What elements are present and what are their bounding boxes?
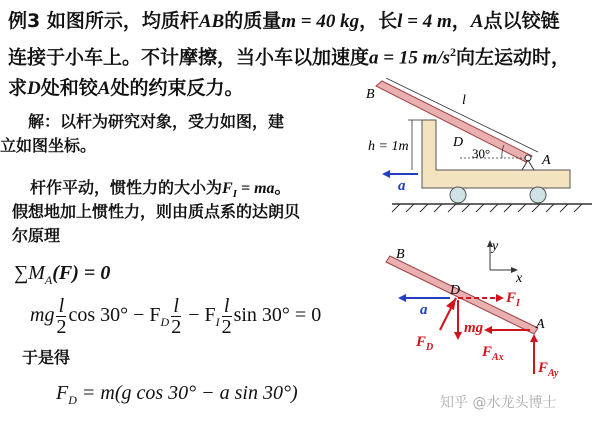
- problem-label: 例3: [8, 10, 41, 32]
- length-label: l: [462, 93, 466, 108]
- solution-text: 杆作平动，惯性力的大小为: [30, 178, 223, 197]
- point-A-label: A: [536, 317, 545, 332]
- point-A-label: A: [542, 153, 551, 168]
- moment-arg: (F) = 0: [52, 262, 111, 284]
- height-label: h = 1m: [368, 139, 409, 154]
- subscript: I: [232, 188, 237, 201]
- point-label: A: [470, 11, 484, 32]
- normal-force-D-label: $F_D$: [416, 334, 434, 353]
- subscript: D: [160, 315, 170, 330]
- rod-label: AB: [198, 11, 225, 32]
- fraction: [171, 296, 181, 337]
- point-B-label: B: [396, 247, 405, 262]
- inertia-equation: = ma: [236, 180, 275, 197]
- wheel-left: [450, 187, 466, 203]
- acceleration-value: a = 15 m/s: [369, 47, 451, 69]
- hinge-force-x-label: $F_{Ax}$: [482, 344, 504, 363]
- inertia-force-arrowhead: [496, 294, 504, 302]
- wheel-right: [530, 187, 546, 203]
- problem-line-2: [8, 37, 600, 73]
- fraction-numerator: l: [171, 296, 181, 317]
- fraction-numerator: l: [222, 296, 232, 317]
- problem-text: 求: [8, 77, 28, 100]
- mass-value: m = 40 kg: [281, 11, 360, 32]
- free-body-diagram: [380, 236, 580, 386]
- therefore-label: 于是得: [22, 348, 71, 367]
- solution-intro-2: 立如图坐标。: [0, 136, 97, 155]
- dalembert-line-1: 假想地加上惯性力，则由质点系的达朗贝: [12, 202, 301, 221]
- cart-diagram: [352, 78, 600, 218]
- normal-force-D-arrowhead: [446, 298, 456, 310]
- problem-text: 处的约束反力。: [110, 77, 244, 100]
- subscript: D: [68, 393, 77, 407]
- point-B-label: B: [366, 87, 375, 102]
- acceleration-arrowhead: [382, 170, 390, 178]
- dalembert-line-2: 尔原理: [12, 226, 61, 245]
- fraction: [222, 296, 232, 337]
- acceleration-arrowhead: [398, 294, 406, 302]
- fraction-numerator: l: [56, 296, 66, 317]
- superscript: 2: [450, 45, 457, 59]
- force-symbol: F: [222, 180, 233, 197]
- hinge-support: [528, 160, 534, 170]
- eq-term: sin 30° = 0: [233, 304, 322, 327]
- problem-line-1: [8, 6, 600, 37]
- gravity-label: mg: [464, 320, 484, 336]
- eq-term: = m(g cos 30° − a sin 30°): [76, 382, 298, 404]
- fraction-denominator: 2: [221, 316, 232, 338]
- hinge-force-x-arrowhead: [484, 326, 492, 334]
- acceleration-label: a: [398, 178, 406, 194]
- point-label: D: [27, 78, 41, 100]
- eq-term: F: [56, 382, 69, 404]
- problem-text: ，长: [359, 10, 398, 32]
- solution-intro-1: 解：以杆为研究对象，受力如图，建: [28, 112, 285, 131]
- problem-text: 点以铰链: [483, 10, 560, 32]
- point-label: A: [97, 78, 111, 100]
- problem-text: ，: [451, 10, 471, 32]
- sum-symbol: ∑M: [14, 262, 45, 284]
- eq-term: − F: [183, 304, 216, 327]
- problem-text: 向左运动时，: [456, 46, 571, 69]
- ground-hatching: [392, 204, 582, 212]
- acceleration-label: a: [420, 302, 428, 318]
- y-axis-label: y: [492, 239, 499, 254]
- hinge-force-y-arrowhead: [530, 334, 538, 342]
- subscript: I: [215, 315, 220, 330]
- problem-text: 如图所示，均质杆: [46, 10, 199, 32]
- subscript: A: [44, 273, 53, 287]
- point-D-label: D: [450, 283, 461, 298]
- point-D-label: D: [453, 135, 464, 150]
- gravity-arrowhead: [454, 332, 462, 340]
- watermark: 知乎 @水龙头博士: [440, 395, 557, 411]
- problem-text: 处和铰: [40, 77, 98, 100]
- equation-moment: [14, 262, 110, 288]
- hinge-force-y-label: $F_{Ay}$: [538, 360, 559, 379]
- length-value: l = 4 m: [397, 11, 452, 32]
- eq-term: mg: [30, 304, 55, 327]
- x-axis-label: x: [516, 271, 523, 286]
- angle-label: 30°: [472, 146, 491, 161]
- inertia-force-label: $F_I$: [506, 290, 520, 309]
- fraction-denominator: 2: [171, 316, 182, 338]
- eq-term: cos 30° − F: [68, 304, 161, 327]
- solution-text: 。: [274, 178, 291, 197]
- fraction-denominator: 2: [56, 316, 67, 338]
- equation-expanded: [30, 296, 321, 337]
- problem-text: 连接于小车上。不计摩擦，当小车以加速度: [8, 46, 370, 69]
- equation-result: [56, 382, 298, 408]
- fraction: [56, 296, 66, 337]
- problem-text: 的质量: [224, 10, 282, 32]
